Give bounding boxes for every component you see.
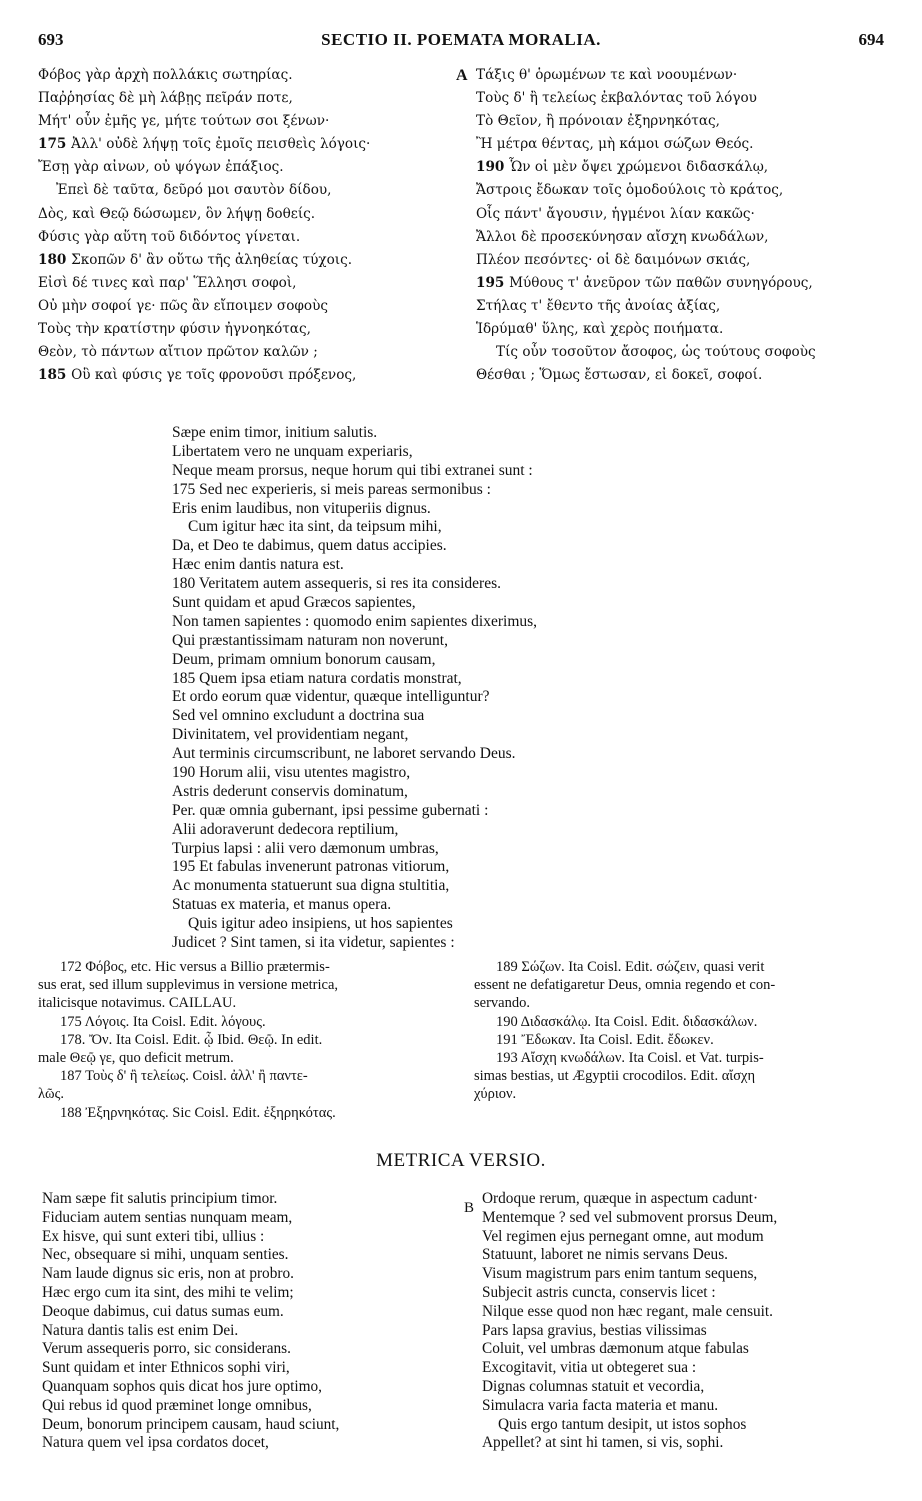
metrica-versio-heading: METRICA VERSIO. bbox=[376, 1150, 546, 1171]
margin-marker-b: B bbox=[464, 1200, 475, 1216]
metrica-line: Statuunt, laboret ne nimis servans Deus. bbox=[482, 1246, 728, 1264]
verse-text: Τίς οὖν τοσοῦτον ἄσοφος, ὡς τούτους σοφοὺς bbox=[496, 344, 816, 361]
verse-text: Παῤῥησίας δὲ μὴ λάβῃς πεῖράν ποτε, bbox=[38, 90, 293, 107]
margin-marker-a: A bbox=[456, 67, 468, 84]
metrica-line: Natura quem vel ipsa cordatos docet, bbox=[42, 1434, 269, 1452]
metrica-line: Ex hisve, qui sunt exteri tibi, ullius : bbox=[42, 1227, 265, 1245]
footnote-line: italicisque notavimus. CAILLAU. bbox=[38, 995, 237, 1012]
verse-number: 185 bbox=[38, 367, 72, 384]
running-header bbox=[38, 30, 884, 56]
verse-number: 175 bbox=[38, 136, 72, 153]
verse-text: Τοὺς τὴν κρατίστην φύσιν ἠγνοηκότας, bbox=[38, 321, 311, 338]
footnote-line: 178. Ὄν. Ita Coisl. Edit. ᾧ Ibid. Θεῷ. In edit. bbox=[60, 1031, 323, 1048]
verse-line bbox=[456, 64, 886, 87]
latin-line: Sæpe enim timor, initium salutis. bbox=[172, 424, 378, 441]
greek-text-right-column bbox=[456, 64, 886, 387]
footnote-line: servando. bbox=[474, 995, 530, 1012]
verse-text: Οὓ καὶ φύσις γε τοῖς φρονοῦσι πρόξενος, bbox=[71, 367, 357, 384]
latin-line: Deum, primam omnium bonorum causam, bbox=[172, 650, 436, 668]
metrica-line: Coluit, vel umbras dæmonum atque fabulas bbox=[482, 1340, 749, 1358]
verse-line bbox=[456, 318, 886, 341]
metrica-line: Fiduciam autem sentias nunquam meam, bbox=[42, 1208, 293, 1226]
latin-line: Per. quæ omnia gubernant, ipsi pessime gubernati : bbox=[172, 801, 489, 819]
verse-text: Ἄλλοι δὲ προσεκύνησαν αἴσχη κνωδάλων, bbox=[476, 228, 769, 245]
metrica-line: Sunt quidam et inter Ethnicos sophi viri, bbox=[42, 1359, 290, 1377]
verse-line bbox=[456, 179, 886, 202]
latin-line: Qui præstantissimam naturam non noverunt, bbox=[172, 631, 448, 649]
latin-line: Sed vel omnino excludunt a doctrina sua bbox=[172, 707, 425, 725]
verse-line bbox=[456, 364, 886, 387]
latin-line: Judicet ? Sint tamen, si ita videtur, sapientes : bbox=[172, 934, 455, 952]
metrica-line: Vel regimen ejus pernegant omne, aut modum bbox=[482, 1227, 764, 1245]
latin-line: Libertatem vero ne unquam experiaris, bbox=[172, 442, 413, 460]
verse-line bbox=[38, 249, 438, 272]
footnote-line: sus erat, sed illum supplevimus in versione metrica, bbox=[38, 977, 339, 994]
verse-line bbox=[456, 295, 886, 318]
verse-line bbox=[456, 133, 886, 156]
metrica-line: Nam laude dignus sic eris, non at probro. bbox=[42, 1265, 294, 1283]
latin-line: Non tamen sapientes : quomodo enim sapientes dixerimus, bbox=[172, 612, 538, 630]
verse-number: 190 bbox=[476, 159, 510, 176]
verse-number: 180 bbox=[38, 251, 72, 268]
verse-text: Σκοπῶν δ' ἂν οὕτω τῆς ἀληθείας τύχοις. bbox=[71, 251, 353, 268]
metrica-line: Natura dantis talis est enim Dei. bbox=[42, 1321, 239, 1339]
verse-text: Μύθους τ' ἀνεῦρον τῶν παθῶν συνηγόρους, bbox=[509, 274, 813, 291]
latin-line: Da, et Deo te dabimus, quem datus accipies. bbox=[172, 537, 447, 555]
page-number-left: 693 bbox=[38, 30, 64, 49]
verse-line bbox=[38, 156, 438, 179]
latin-line: Turpius lapsi : alii vero dæmonum umbras, bbox=[172, 839, 439, 857]
verse-line bbox=[38, 226, 438, 249]
metrica-line: Excogitavit, vitia ut obtegeret sua : bbox=[482, 1359, 697, 1377]
metrica-line: Ordoque rerum, quæque in aspectum cadunt· bbox=[482, 1190, 759, 1207]
verse-number: 195 bbox=[476, 274, 510, 291]
footnote-line: 190 Διδασκάλῳ. Ita Coisl. Edit. διδασκάλων. bbox=[496, 1013, 758, 1030]
verse-line bbox=[38, 295, 438, 318]
greek-text-left-column bbox=[38, 64, 438, 387]
verse-line bbox=[38, 133, 438, 156]
metrica-line: Deum, bonorum principem causam, haud sciunt, bbox=[42, 1415, 340, 1433]
verse-line bbox=[456, 272, 886, 295]
latin-line: Et ordo eorum quæ videntur, quæque intelliguntur? bbox=[172, 688, 490, 706]
verse-text: Εἰσὶ δέ τινες καὶ παρ' Ἕλλησι σοφοὶ, bbox=[38, 274, 297, 291]
metrica-line: Subjecit astris cuncta, conservis licet : bbox=[482, 1283, 716, 1301]
footnotes-right-column bbox=[474, 958, 894, 1104]
metrica-line: Nilque esse quod non hæc regant, male censuit. bbox=[482, 1302, 773, 1320]
metrica-line: Appellet? at sint hi tamen, si vis, sophi. bbox=[482, 1434, 724, 1452]
latin-line: 190 Horum alii, visu utentes magistro, bbox=[172, 764, 411, 782]
footnote-line: 188 Ἐξηρνηκότας. Sic Coisl. Edit. ἐξηρηκότας. bbox=[60, 1104, 336, 1121]
verse-text: Ἱδρύμαθ' ὕλης, καὶ χερὸς ποιήματα. bbox=[476, 321, 724, 338]
verse-text: Τὸ Θεῖον, ἢ πρόνοιαν ἐξηρνηκότας, bbox=[476, 113, 720, 130]
metrica-line: Deoque dabimus, cui datus sumas eum. bbox=[42, 1302, 284, 1320]
verse-text: Φύσις γὰρ αὕτη τοῦ διδόντος γίνεται. bbox=[38, 228, 301, 245]
footnote-line: simas bestias, ut Ægyptii crocodilos. Edit. αἴσχη bbox=[474, 1068, 756, 1085]
metrica-line: Nec, obsequare si mihi, unquam senties. bbox=[42, 1246, 289, 1264]
verse-line bbox=[456, 249, 886, 272]
footnote-line: 172 Φόβος, etc. Hic versus a Billio prætermis- bbox=[60, 959, 330, 975]
verse-text: Δὸς, καὶ Θεῷ δώσωμεν, ὃν λήψῃ δοθείς. bbox=[38, 205, 316, 222]
latin-line: Hæc enim dantis natura est. bbox=[172, 556, 344, 574]
verse-line bbox=[456, 156, 886, 179]
metrica-right-column bbox=[482, 1190, 902, 1453]
latin-line: Ac monumenta statuerunt sua digna stultitia, bbox=[172, 877, 450, 895]
metrica-line: Nam sæpe fit salutis principium timor. bbox=[42, 1190, 278, 1207]
verse-text: Φόβος γὰρ ἀρχὴ πολλάκις σωτηρίας. bbox=[38, 67, 293, 83]
metrica-line: Hæc ergo cum ita sint, des mihi te velim; bbox=[42, 1283, 294, 1301]
verse-text: Ἔσῃ γὰρ αἰνων, οὐ ψόγων ἐπάξιος. bbox=[38, 159, 284, 176]
footnotes-left-column bbox=[38, 958, 458, 1122]
verse-line bbox=[38, 203, 438, 226]
metrica-line: Pars lapsa gravius, bestias vilissimas bbox=[482, 1321, 707, 1339]
latin-translation bbox=[172, 424, 772, 953]
latin-line: 185 Quem ipsa etiam natura cordatis monstrat, bbox=[172, 669, 462, 687]
latin-line: Statuas ex materia, et manus opera. bbox=[172, 896, 392, 914]
verse-text: Τάξις θ' ὁρωμένων τε καὶ νοουμένων· bbox=[476, 67, 738, 83]
verse-text: Μήτ' οὖν ἐμῆς γε, μήτε τούτων σοι ξένων· bbox=[38, 113, 330, 130]
verse-text: Ἄστροις ἔδωκαν τοῖς ὁμοδούλοις τὸ κράτος, bbox=[476, 182, 784, 199]
verse-text: Στήλας τ' ἔθεντο τῆς ἀνοίας ἀξίας, bbox=[476, 297, 721, 314]
verse-text: Οὐ μὴν σοφοί γε· πῶς ἂν εἴποιμεν σοφοὺς bbox=[38, 297, 328, 314]
latin-line: Sunt quidam et apud Græcos sapientes, bbox=[172, 594, 416, 612]
verse-text: Οἷς πάντ' ἄγουσιν, ἡγμένοι λίαν κακῶς· bbox=[476, 205, 755, 222]
page-number-right: 694 bbox=[858, 30, 884, 49]
footnote-line: 187 Τοὺς δ' ἢ τελείως. Coisl. ἀλλ' ἢ παντε- bbox=[60, 1068, 308, 1085]
footnote-line: 175 Λόγοις. Ita Coisl. Edit. λόγους. bbox=[60, 1013, 266, 1030]
verse-text: Θέσθαι ; Ὅμως ἔστωσαν, εἰ δοκεῖ, σοφοί. bbox=[476, 367, 763, 384]
metrica-line: Quis ergo tantum desipit, ut istos sophos bbox=[498, 1415, 747, 1433]
footnote-line: χύριον. bbox=[474, 1086, 517, 1103]
latin-line: Quis igitur adeo insipiens, ut hos sapientes bbox=[188, 915, 453, 933]
footnote-line: essent ne defatigaretur Deus, omnia regendo et con- bbox=[474, 977, 776, 994]
latin-line: Astris dederunt conservis dominatum, bbox=[172, 782, 408, 800]
latin-line: Cum igitur hæc ita sint, da teipsum mihi, bbox=[188, 518, 442, 536]
latin-line: Divinitatem, vel providentiam negant, bbox=[172, 726, 409, 744]
verse-line bbox=[456, 110, 886, 133]
metrica-line: Verum assequeris porro, sic considerans. bbox=[42, 1340, 291, 1358]
verse-text: Τοὺς δ' ἢ τελείως ἐκβαλόντας τοῦ λόγου bbox=[476, 90, 757, 107]
metrica-line: Mentemque ? sed vel submovent prorsus Deum, bbox=[482, 1208, 778, 1226]
metrica-line: Visum magistrum pars enim tantum sequens, bbox=[482, 1265, 758, 1283]
metrica-left-column bbox=[42, 1190, 462, 1453]
latin-line: 180 Veritatem autem assequeris, si res ita consideres. bbox=[172, 575, 501, 593]
latin-line: Aut terminis circumscribunt, ne laboret servando Deus. bbox=[172, 745, 516, 763]
verse-line bbox=[38, 179, 438, 202]
latin-line: 175 Sed nec experieris, si meis pareas sermonibus : bbox=[172, 480, 491, 498]
verse-line bbox=[38, 64, 438, 87]
verse-line bbox=[38, 318, 438, 341]
verse-line bbox=[38, 272, 438, 295]
verse-text: Ἀλλ' οὐδὲ λήψῃ τοῖς ἐμοῖς πεισθεὶς λόγοις· bbox=[71, 136, 371, 153]
latin-line: 195 Et fabulas invenerunt patronas vitiorum, bbox=[172, 858, 450, 876]
verse-text: Ἐπεὶ δὲ ταῦτα, δεῦρό μοι σαυτὸν δίδου, bbox=[56, 182, 332, 199]
verse-line bbox=[456, 87, 886, 110]
verse-text: Ὧν οἱ μὲν ὄψει χρώμενοι διδασκάλῳ, bbox=[509, 159, 769, 176]
latin-line: Alii adoraverunt dedecora reptilium, bbox=[172, 820, 399, 838]
verse-line bbox=[38, 87, 438, 110]
section-title: SECTIO II. POEMATA MORALIA. bbox=[321, 30, 601, 49]
verse-line bbox=[456, 341, 886, 364]
footnote-line: 193 Αἴσχη κνωδάλων. Ita Coisl. et Vat. turpis- bbox=[496, 1049, 764, 1066]
footnote-line: 189 Σώζων. Ita Coisl. Edit. σώζειν, quasi verit bbox=[496, 959, 765, 975]
metrica-line: Quanquam sophos quis dicat hos jure optimo, bbox=[42, 1377, 322, 1395]
footnote-line: λῶς. bbox=[38, 1086, 64, 1103]
latin-line: Neque meam prorsus, neque horum qui tibi extranei sunt : bbox=[172, 461, 533, 479]
latin-line: Eris enim laudibus, non vituperiis dignus. bbox=[172, 499, 431, 517]
metrica-line: Qui rebus id quod præminet longe omnibus, bbox=[42, 1396, 312, 1414]
footnote-line: male Θεῷ γε, quo deficit metrum. bbox=[38, 1049, 234, 1066]
verse-line bbox=[38, 341, 438, 364]
verse-text: Πλέον πεσόντες· οἱ δὲ δαιμόνων σκιάς, bbox=[476, 251, 751, 268]
verse-line bbox=[456, 203, 886, 226]
verse-line bbox=[456, 226, 886, 249]
verse-line bbox=[38, 110, 438, 133]
footnote-line: 191 Ἔδωκαν. Ita Coisl. Edit. ἔδωκεν. bbox=[496, 1031, 714, 1048]
metrica-line: Dignas columnas statuit et vecordia, bbox=[482, 1377, 705, 1395]
verse-text: Θεὸν, τὸ πάντων αἴτιον πρῶτον καλῶν ; bbox=[38, 344, 318, 361]
verse-line bbox=[38, 364, 438, 387]
verse-text: Ἢ μέτρα θέντας, μὴ κάμοι σώζων Θεός. bbox=[476, 136, 754, 153]
metrica-line: Simulacra varia facta materia et manu. bbox=[482, 1396, 719, 1414]
